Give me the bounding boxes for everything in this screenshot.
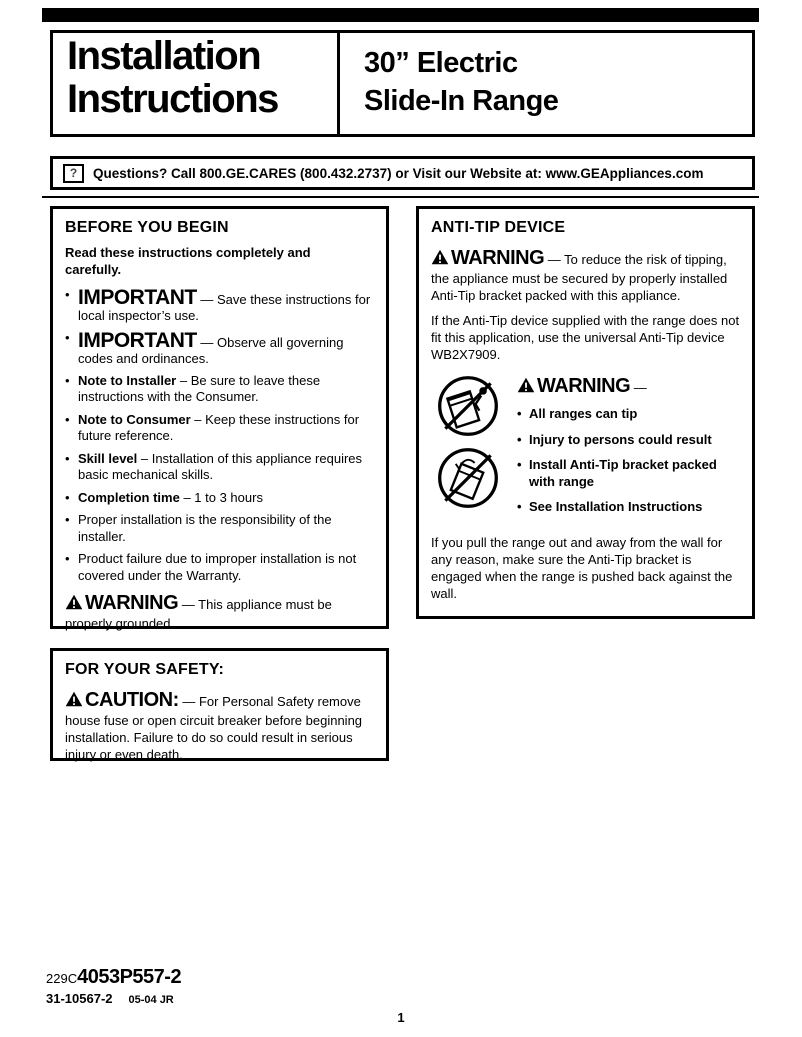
anti-tip-bullet-list [517, 406, 740, 516]
list-item: • All ranges can tip [517, 406, 740, 423]
warning-triangle-icon [517, 380, 537, 395]
list-item-lead: Completion time [78, 489, 180, 505]
questions-bar [50, 156, 755, 190]
questions-text: Questions? Call 800.GE.CARES (800.432.2737) or Visit our Website at: www.GEAppliances.com [93, 165, 704, 181]
horizontal-rule [42, 196, 759, 198]
list-item [65, 330, 374, 368]
revision-code: 05-04 JR [128, 994, 174, 1006]
list-item: • See Installation Instructions [517, 499, 740, 516]
anti-tip-warning-2 [517, 375, 740, 398]
list-item [65, 373, 374, 406]
list-item-lead: Skill level [78, 450, 138, 466]
grounding-warning [65, 590, 374, 633]
warning-triangle-icon [65, 694, 85, 709]
caution-statement [65, 687, 374, 764]
doc-title [53, 33, 337, 134]
range-tip-hazard-icon-2 [435, 445, 501, 511]
for-your-safety-section [50, 648, 389, 761]
list-item-text: — Observe all governing codes and ordinances. [78, 334, 344, 367]
doc-subtitle [340, 33, 752, 134]
list-item [65, 412, 374, 445]
part-prefix: 229C [46, 971, 78, 986]
warning-text: — To reduce the risk of tipping, the appliance must be secured by properly installed Anti-Tip bracket packed with this appliance. [431, 252, 728, 303]
warning-label: WARNING [537, 375, 631, 398]
list-item: • Install Anti-Tip bracket packed with range [517, 457, 740, 490]
doc-number: 31-10567-2 [46, 991, 113, 1006]
section-title-for-your-safety: FOR YOUR SAFETY: [65, 661, 225, 678]
anti-tip-section [416, 206, 755, 619]
page-number: 1 [397, 1010, 405, 1025]
doc-subtitle-line1: 30” Electric [364, 47, 518, 79]
warning-dash: — [633, 380, 647, 396]
header [50, 30, 755, 137]
before-intro: Read these instructions completely and carefully. [65, 245, 311, 277]
list-item-text: — Save these instructions for local inspector’s use. [78, 291, 371, 324]
list-item-lead: Note to Consumer [78, 411, 191, 427]
section-title-anti-tip: ANTI-TIP DEVICE [431, 219, 566, 236]
list-item-text: – Installation of this appliance requires basic mechanical skills. [78, 450, 363, 483]
doc-number-line [46, 990, 181, 1008]
caution-label: CAUTION: [85, 689, 179, 711]
before-bullet-list [65, 287, 374, 585]
warning-triangle-icon [431, 252, 451, 267]
question-mark-icon: ? [63, 164, 84, 183]
important-label: IMPORTANT [78, 328, 197, 352]
anti-tip-hazard-row [431, 373, 740, 525]
range-tip-hazard-icon-1 [435, 373, 501, 439]
section-title-before-you-begin: BEFORE YOU BEGIN [65, 219, 229, 236]
warning-label: WARNING [85, 592, 179, 615]
doc-subtitle-line2: Slide-In Range [364, 85, 559, 118]
top-black-bar [42, 8, 759, 22]
anti-tip-paragraph-2: If you pull the range out and away from the wall for any reason, make sure the Anti-Tip bracket is engaged when the range is pushed back against the wall. [431, 534, 733, 601]
warning-text: — This appliance must be properly grounded. [65, 597, 332, 632]
part-number-line [46, 966, 181, 989]
list-item-text: – Keep these instructions for future reference. [78, 411, 360, 444]
caution-text: — For Personal Safety remove house fuse or open circuit breaker before beginning installation. Failure to do so could result in serious injury or even death. [65, 694, 363, 762]
doc-title-line2: Instructions [67, 77, 278, 122]
anti-tip-warning-1 [431, 245, 740, 305]
list-item-text: Proper installation is the responsibility of the installer. [78, 512, 332, 544]
warning-label: WARNING [451, 247, 545, 269]
list-item-text: – 1 to 3 hours [179, 489, 263, 505]
important-label: IMPORTANT [78, 285, 197, 309]
list-item [65, 490, 374, 507]
list-item-lead: Note to Installer [78, 372, 177, 388]
footer [46, 966, 181, 1008]
before-you-begin-section [50, 206, 389, 632]
hazard-text [517, 373, 740, 525]
list-item-text: Product failure due to improper installation is not covered under the Warranty. [78, 551, 357, 583]
list-item-text: – Be sure to leave these instructions with the Consumer. [78, 372, 321, 405]
doc-title-line1: Installation [67, 34, 261, 78]
list-item [65, 512, 374, 545]
list-item [65, 287, 374, 325]
list-item [65, 451, 374, 484]
list-item [65, 551, 374, 584]
warning-triangle-icon [65, 597, 85, 612]
anti-tip-paragraph-1: If the Anti-Tip device supplied with the range does not fit this application, use the universal Anti-Tip device WB2X7909. [431, 312, 740, 362]
part-number: 4053P557-2 [77, 966, 182, 988]
list-item: • Injury to persons could result [517, 432, 740, 449]
hazard-icons [431, 373, 501, 525]
